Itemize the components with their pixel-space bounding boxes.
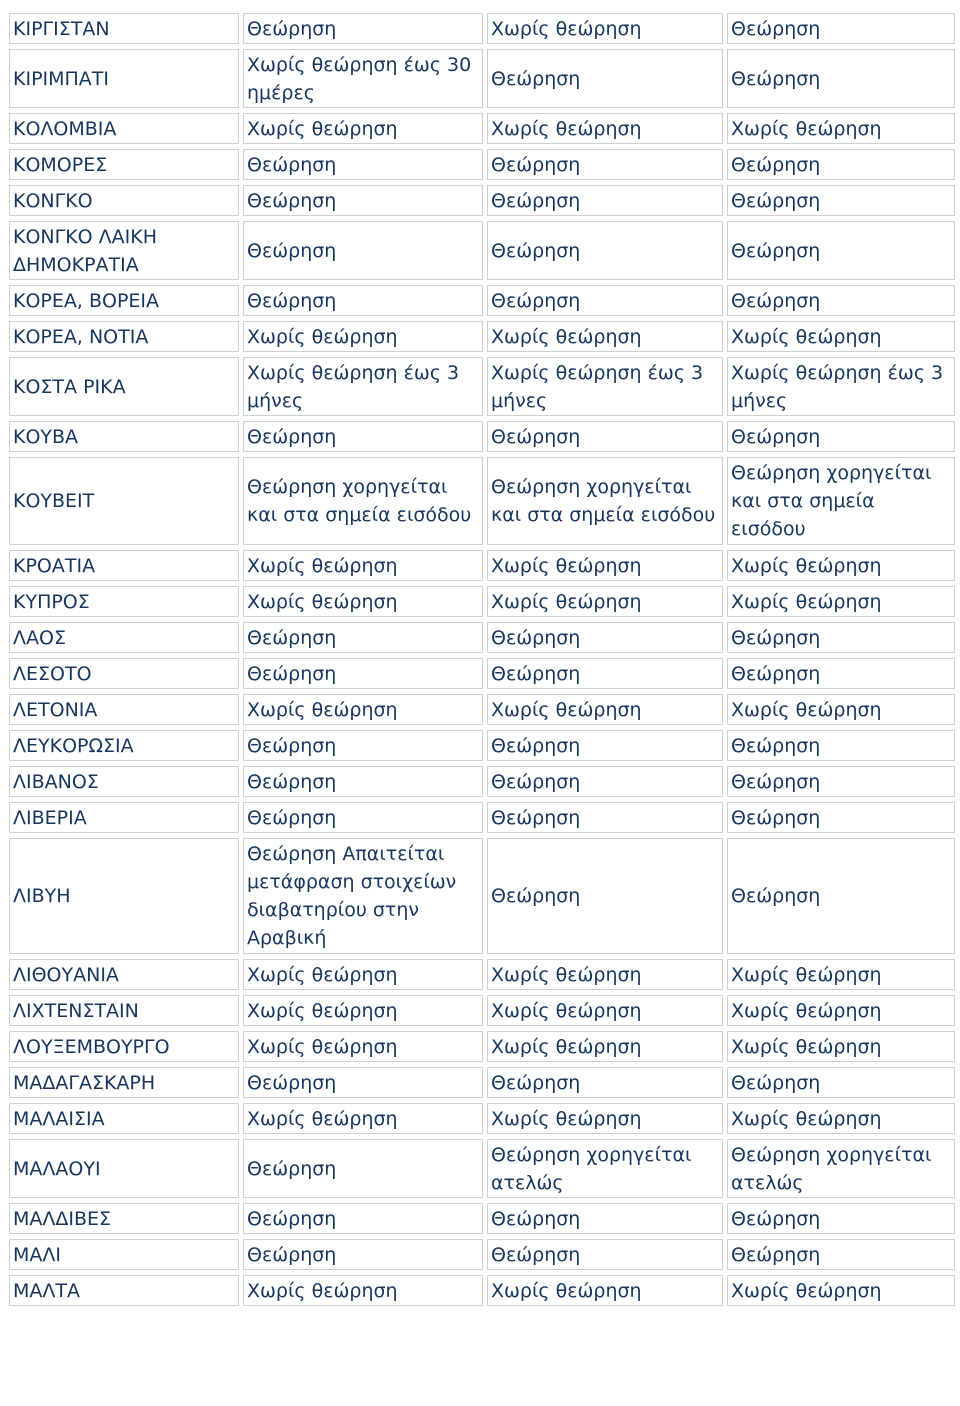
- table-row: [9, 221, 955, 280]
- visa-cell-col3: Θεώρηση: [727, 766, 955, 797]
- visa-cell-col2: Θεώρηση: [487, 838, 723, 954]
- visa-cell-col3: Χωρίς θεώρηση: [727, 694, 955, 725]
- visa-cell-col2: Χωρίς θεώρηση: [487, 694, 723, 725]
- country-cell: ΚΟΜΟΡΕΣ: [9, 149, 239, 180]
- country-cell: ΚΙΡΙΜΠΑΤΙ: [9, 49, 239, 108]
- visa-cell-col1: Θεώρηση: [243, 13, 483, 44]
- country-cell: ΚΡΟΑΤΙΑ: [9, 550, 239, 581]
- country-cell: ΚΟΝΓΚΟ: [9, 185, 239, 216]
- visa-cell-col1: Χωρίς θεώρηση έως 3 μήνες: [243, 357, 483, 416]
- country-cell: ΛΟΥΞΕΜΒΟΥΡΓΟ: [9, 1031, 239, 1062]
- visa-cell-col3: Θεώρηση: [727, 730, 955, 761]
- table-row: [9, 357, 955, 416]
- visa-cell-col2: Θεώρηση: [487, 622, 723, 653]
- visa-cell-col2: Χωρίς θεώρηση: [487, 113, 723, 144]
- visa-cell-col2: Θεώρηση: [487, 421, 723, 452]
- visa-cell-col1: Χωρίς θεώρηση: [243, 694, 483, 725]
- table-row: [9, 185, 955, 216]
- visa-cell-col3: Θεώρηση: [727, 802, 955, 833]
- table-row: [9, 959, 955, 990]
- visa-cell-col2: Χωρίς θεώρηση: [487, 959, 723, 990]
- visa-cell-col2: Θεώρηση: [487, 1239, 723, 1270]
- visa-cell-col3: Θεώρηση χορηγείται ατελώς: [727, 1139, 955, 1198]
- visa-cell-col2: Θεώρηση: [487, 285, 723, 316]
- visa-cell-col2: Χωρίς θεώρηση: [487, 1031, 723, 1062]
- country-cell: ΛΕΤΟΝΙΑ: [9, 694, 239, 725]
- visa-cell-col2: Θεώρηση: [487, 730, 723, 761]
- visa-cell-col1: Χωρίς θεώρηση: [243, 1031, 483, 1062]
- visa-cell-col3: Χωρίς θεώρηση: [727, 995, 955, 1026]
- visa-cell-col3: Χωρίς θεώρηση: [727, 1103, 955, 1134]
- visa-cell-col3: Θεώρηση: [727, 658, 955, 689]
- visa-cell-col3: Χωρίς θεώρηση: [727, 321, 955, 352]
- visa-cell-col2: Θεώρηση: [487, 766, 723, 797]
- table-row: [9, 113, 955, 144]
- country-cell: ΛΕΥΚΟΡΩΣΙΑ: [9, 730, 239, 761]
- table-row: [9, 1067, 955, 1098]
- visa-cell-col1: Θεώρηση: [243, 149, 483, 180]
- country-cell: ΚΟΡΕΑ, ΝΟΤΙΑ: [9, 321, 239, 352]
- country-cell: ΛΑΟΣ: [9, 622, 239, 653]
- visa-cell-col2: Χωρίς θεώρηση έως 3 μήνες: [487, 357, 723, 416]
- table-row: [9, 1139, 955, 1198]
- country-cell: ΛΙΧΤΕΝΣΤΑΙΝ: [9, 995, 239, 1026]
- visa-cell-col1: Θεώρηση: [243, 766, 483, 797]
- table-row: [9, 586, 955, 617]
- table-row: [9, 321, 955, 352]
- table-row: [9, 1103, 955, 1134]
- visa-cell-col3: Χωρίς θεώρηση: [727, 1275, 955, 1306]
- visa-cell-col2: Θεώρηση: [487, 49, 723, 108]
- visa-cell-col3: Χωρίς θεώρηση: [727, 959, 955, 990]
- visa-cell-col2: Θεώρηση: [487, 1067, 723, 1098]
- visa-cell-col1: Χωρίς θεώρηση έως 30 ημέρες: [243, 49, 483, 108]
- country-cell: ΚΟΡΕΑ, ΒΟΡΕΙΑ: [9, 285, 239, 316]
- visa-cell-col1: Θεώρηση: [243, 185, 483, 216]
- visa-cell-col2: Θεώρηση: [487, 185, 723, 216]
- table-row: [9, 766, 955, 797]
- country-cell: ΛΙΒΕΡΙΑ: [9, 802, 239, 833]
- visa-cell-col1: Θεώρηση: [243, 730, 483, 761]
- visa-cell-col1: Θεώρηση: [243, 622, 483, 653]
- visa-cell-col1: Θεώρηση: [243, 1067, 483, 1098]
- visa-cell-col1: Θεώρηση χορηγείται και στα σημεία εισόδου: [243, 457, 483, 545]
- country-cell: ΚΟΥΒΑ: [9, 421, 239, 452]
- table-row: [9, 658, 955, 689]
- country-cell: ΚΙΡΓΙΣΤΑΝ: [9, 13, 239, 44]
- table-row: [9, 550, 955, 581]
- visa-cell-col3: Χωρίς θεώρηση έως 3 μήνες: [727, 357, 955, 416]
- visa-cell-col2: Χωρίς θεώρηση: [487, 586, 723, 617]
- table-row: [9, 421, 955, 452]
- visa-cell-col1: Χωρίς θεώρηση: [243, 995, 483, 1026]
- visa-cell-col3: Χωρίς θεώρηση: [727, 550, 955, 581]
- visa-cell-col1: Χωρίς θεώρηση: [243, 321, 483, 352]
- visa-cell-col3: Θεώρηση: [727, 185, 955, 216]
- visa-cell-col3: Θεώρηση: [727, 49, 955, 108]
- country-cell: ΛΙΒΥΗ: [9, 838, 239, 954]
- country-cell: ΛΙΒΑΝΟΣ: [9, 766, 239, 797]
- visa-cell-col1: Θεώρηση: [243, 802, 483, 833]
- visa-cell-col2: Χωρίς θεώρηση: [487, 1103, 723, 1134]
- visa-cell-col3: Θεώρηση: [727, 285, 955, 316]
- country-cell: ΚΟΛΟΜΒΙΑ: [9, 113, 239, 144]
- visa-cell-col3: Θεώρηση: [727, 622, 955, 653]
- visa-cell-col2: Χωρίς θεώρηση: [487, 995, 723, 1026]
- country-cell: ΜΑΛΑΟΥΙ: [9, 1139, 239, 1198]
- visa-cell-col1: Χωρίς θεώρηση: [243, 959, 483, 990]
- visa-table-body: [9, 13, 955, 1306]
- visa-cell-col1: Θεώρηση: [243, 1239, 483, 1270]
- visa-cell-col1: Χωρίς θεώρηση: [243, 113, 483, 144]
- visa-cell-col3: Θεώρηση: [727, 421, 955, 452]
- visa-cell-col2: Θεώρηση: [487, 802, 723, 833]
- visa-cell-col1: Θεώρηση: [243, 1203, 483, 1234]
- visa-cell-col2: Χωρίς θεώρηση: [487, 321, 723, 352]
- visa-cell-col2: Θεώρηση: [487, 1203, 723, 1234]
- visa-cell-col2: Θεώρηση: [487, 149, 723, 180]
- visa-cell-col2: Θεώρηση χορηγείται ατελώς: [487, 1139, 723, 1198]
- country-cell: ΜΑΛΙ: [9, 1239, 239, 1270]
- country-cell: ΜΑΔΑΓΑΣΚΑΡΗ: [9, 1067, 239, 1098]
- visa-cell-col3: Θεώρηση: [727, 1203, 955, 1234]
- country-cell: ΛΙΘΟΥΑΝΙΑ: [9, 959, 239, 990]
- visa-cell-col2: Χωρίς θεώρηση: [487, 550, 723, 581]
- table-row: [9, 149, 955, 180]
- country-cell: ΜΑΛΑΙΣΙΑ: [9, 1103, 239, 1134]
- visa-cell-col3: Χωρίς θεώρηση: [727, 113, 955, 144]
- country-cell: ΚΥΠΡΟΣ: [9, 586, 239, 617]
- visa-cell-col1: Θεώρηση: [243, 221, 483, 280]
- visa-cell-col2: Χωρίς θεώρηση: [487, 13, 723, 44]
- table-row: [9, 838, 955, 954]
- country-cell: ΚΟΝΓΚΟ ΛΑΙΚΗ ΔΗΜΟΚΡΑΤΙΑ: [9, 221, 239, 280]
- table-row: [9, 457, 955, 545]
- visa-cell-col1: Θεώρηση Απαιτείται μετάφραση στοιχείων διαβατηρίου στην Αραβική: [243, 838, 483, 954]
- country-cell: ΜΑΛΤΑ: [9, 1275, 239, 1306]
- country-cell: ΚΟΣΤΑ ΡΙΚΑ: [9, 357, 239, 416]
- table-row: [9, 1275, 955, 1306]
- table-row: [9, 285, 955, 316]
- visa-cell-col1: Χωρίς θεώρηση: [243, 586, 483, 617]
- visa-cell-col3: Θεώρηση: [727, 13, 955, 44]
- visa-cell-col1: Θεώρηση: [243, 421, 483, 452]
- visa-cell-col3: Χωρίς θεώρηση: [727, 586, 955, 617]
- table-row: [9, 13, 955, 44]
- visa-cell-col2: Θεώρηση χορηγείται και στα σημεία εισόδου: [487, 457, 723, 545]
- table-row: [9, 622, 955, 653]
- visa-cell-col3: Θεώρηση: [727, 838, 955, 954]
- country-cell: ΚΟΥΒΕΙΤ: [9, 457, 239, 545]
- visa-cell-col3: Χωρίς θεώρηση: [727, 1031, 955, 1062]
- table-row: [9, 802, 955, 833]
- visa-cell-col2: Θεώρηση: [487, 221, 723, 280]
- visa-cell-col1: Θεώρηση: [243, 658, 483, 689]
- visa-cell-col1: Θεώρηση: [243, 285, 483, 316]
- table-row: [9, 49, 955, 108]
- visa-cell-col3: Θεώρηση χορηγείται και στα σημεία εισόδου: [727, 457, 955, 545]
- country-cell: ΛΕΣΟΤΟ: [9, 658, 239, 689]
- country-cell: ΜΑΛΔΙΒΕΣ: [9, 1203, 239, 1234]
- visa-cell-col3: Θεώρηση: [727, 149, 955, 180]
- table-row: [9, 730, 955, 761]
- visa-cell-col1: Χωρίς θεώρηση: [243, 550, 483, 581]
- table-row: [9, 1203, 955, 1234]
- table-row: [9, 1031, 955, 1062]
- visa-cell-col2: Θεώρηση: [487, 658, 723, 689]
- table-row: [9, 694, 955, 725]
- visa-table: [5, 8, 959, 1311]
- visa-cell-col3: Θεώρηση: [727, 1239, 955, 1270]
- visa-cell-col1: Θεώρηση: [243, 1139, 483, 1198]
- table-row: [9, 1239, 955, 1270]
- visa-cell-col1: Χωρίς θεώρηση: [243, 1103, 483, 1134]
- visa-cell-col3: Θεώρηση: [727, 221, 955, 280]
- visa-cell-col3: Θεώρηση: [727, 1067, 955, 1098]
- visa-cell-col1: Χωρίς θεώρηση: [243, 1275, 483, 1306]
- visa-cell-col2: Χωρίς θεώρηση: [487, 1275, 723, 1306]
- table-row: [9, 995, 955, 1026]
